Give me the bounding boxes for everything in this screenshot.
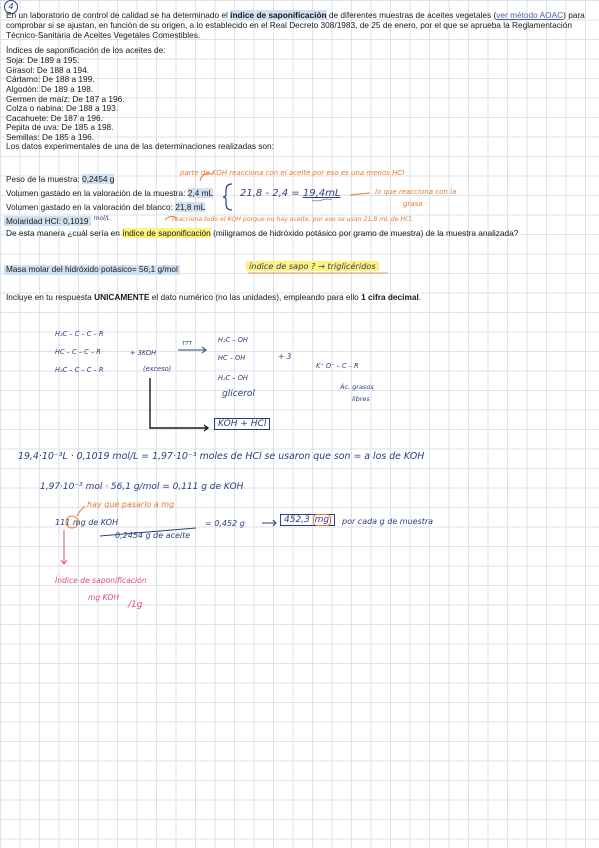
saponification-highlight-2: índice de saponificación xyxy=(122,228,211,238)
final-result-box: 452,3 mg xyxy=(280,514,335,526)
fatty-acids-label-1: Ác. grasos xyxy=(340,383,374,391)
plus-three: + 3 xyxy=(278,352,292,361)
calc-equals: = 0,452 g xyxy=(205,519,245,528)
oil-item: Colza o nabina: De 188 a 193. xyxy=(6,103,119,113)
pink-units-den: /1g xyxy=(128,600,143,610)
arrow-note-2 xyxy=(350,193,370,195)
oil-item: Germen de maíz: De 187 a 196. xyxy=(6,93,125,104)
saponification-highlight: índice de saponificación xyxy=(230,10,327,20)
mg-unit-circled: mg xyxy=(314,515,330,525)
arrow-note-1 xyxy=(200,174,212,181)
glycerol-row-1: H₂C – OH xyxy=(218,336,248,344)
aoac-link[interactable]: ver método AOAC xyxy=(496,10,564,20)
calc-line-2: 1,97·10⁻³ mol · 56,1 g/mol = 0,111 g de KOH xyxy=(40,482,244,492)
intro-line-2: comprobar si se ajustan, en función de su origen, a lo establecido en el Real Decreto 308/1983, de 25 de enero, por el que se aprueba la Reglamentación xyxy=(6,20,572,30)
fraction-denominator: 0,2454 g de aceite xyxy=(115,531,191,540)
koh-reagent: + 3KOH xyxy=(130,349,157,357)
oil-item: Cártamo: De 188 a 199. xyxy=(6,74,95,84)
oil-item: Girasol: De 188 a 194. xyxy=(6,64,90,75)
mg-circle xyxy=(66,516,78,528)
per-gram-note: por cada g de muestra xyxy=(342,517,434,526)
calc-line-1: 19,4·10⁻³L · 0,1019 mol/L = 1,97·10⁻³ moles de HCl se usaron que son = a los de KOH xyxy=(18,451,425,462)
glycerol-row-3: H₂C – OH xyxy=(218,374,248,382)
pink-units-num: mg KOH xyxy=(88,593,120,602)
l-arrow-to-koh-hcl xyxy=(150,378,208,431)
index-title: Índices de saponificación de los aceites de: xyxy=(6,45,166,55)
glycerol-row-2: HC – OH xyxy=(218,354,246,362)
question-line: De esta manera ¿cuál sería en índice de saponificación (miligramos de hidróxido potásico por gramo de muestra) de la muestra analizada? xyxy=(6,228,519,238)
yellow-note-triglycerides: índice de sapo ? → triglicéridos xyxy=(246,261,379,271)
fatty-acids-label-2: libres xyxy=(352,395,370,403)
question-number-mark: 4 xyxy=(4,0,18,14)
note-fat: grasa xyxy=(403,200,423,208)
intro-line-3: Técnico-Sanitaria de Aceites Vegetales Comestibles. xyxy=(6,30,201,40)
oil-item: Pepita de uva: De 185 a 198. xyxy=(6,122,114,132)
reaction-arrow-label: TTT xyxy=(182,341,193,347)
koh-hcl-box: KOH + HCl xyxy=(214,418,270,430)
fatty-acid-salt: K⁺ O⁻ – C – R xyxy=(316,362,359,370)
peso-value: 0,2454 g xyxy=(82,174,115,184)
vol-muestra-value: 2,4 mL xyxy=(187,188,214,198)
pink-index-label: Índice de saponificación xyxy=(55,576,147,585)
arrow-to-mg xyxy=(77,506,85,516)
note-to-mg: hay que pasarlo a mg xyxy=(87,500,175,509)
triglyceride-row-1: H₂C – C – C – R xyxy=(55,330,104,338)
vol-blanco-value: 21,8 mL xyxy=(175,202,206,212)
data-intro: Los datos experimentales de una de las determinaciones realizadas son: xyxy=(6,141,274,151)
vol-muestra-line: Volumen gastado en la valoración de la muestra: 2,4 mL xyxy=(6,188,214,198)
oil-item: Soja: De 189 a 195. xyxy=(6,55,80,65)
triglyceride-row-3: H₂C – C – C – R xyxy=(55,366,104,374)
oil-item: Algodón: De 189 a 198. xyxy=(6,84,94,94)
subtraction-result: 19,4mL xyxy=(302,188,341,199)
arrow-to-result xyxy=(262,520,276,526)
arrow-note-3 xyxy=(165,216,177,220)
glycerol-label: glicerol xyxy=(222,389,255,399)
exceso-label: (exceso) xyxy=(143,365,172,373)
pink-arrow xyxy=(61,530,67,564)
subtraction-calc: 21,8 - 2,4 = 19,4mL xyxy=(240,188,341,199)
peso-line: Peso de la muestra: 0,2454 g xyxy=(6,174,115,184)
molaridad-units-handwritten: mol/L xyxy=(93,215,111,222)
intro-line-1: En un laboratorio de control de calidad se ha determinado el índice de saponificación de diferentes muestras de aceites vegetales (ver método AOAC) para xyxy=(6,10,585,20)
result-squiggle xyxy=(312,199,332,201)
instructions-line: Incluye en tu respuesta UNICAMENTE el dato numérico (no las unidades), empleando para ello 1 cifra decimal. xyxy=(6,292,422,302)
triglyceride-row-2: HC – C – C – R xyxy=(55,348,101,356)
oil-item: Semillas: De 185 a 196. xyxy=(6,131,95,142)
note-reacts-with-fat: lo que reacciona con la xyxy=(375,188,457,196)
note-blank: reacciona todo el KOH porque no hay aceite, por eso se usan 21,8 mL de HCl. xyxy=(172,216,414,223)
brace xyxy=(223,184,232,210)
fraction-numerator: 111 mg de KOH xyxy=(55,518,119,527)
vol-blanco-line: Volumen gastado en la valoración del blanco: 21,8 mL xyxy=(6,202,206,212)
note-koh-reacts: parte de KOH reacciona con el aceite por eso es una menos HCl xyxy=(180,169,405,177)
reaction-arrow xyxy=(178,347,206,353)
fraction-bar xyxy=(100,528,196,536)
molaridad-value: Molaridad HCl: 0,1019 xyxy=(6,216,89,226)
oil-item: Cacahuete: De 187 a 196. xyxy=(6,112,103,123)
masa-molar-line: Masa molar del hidróxido potásico= 56,1 g/mol xyxy=(6,264,178,274)
